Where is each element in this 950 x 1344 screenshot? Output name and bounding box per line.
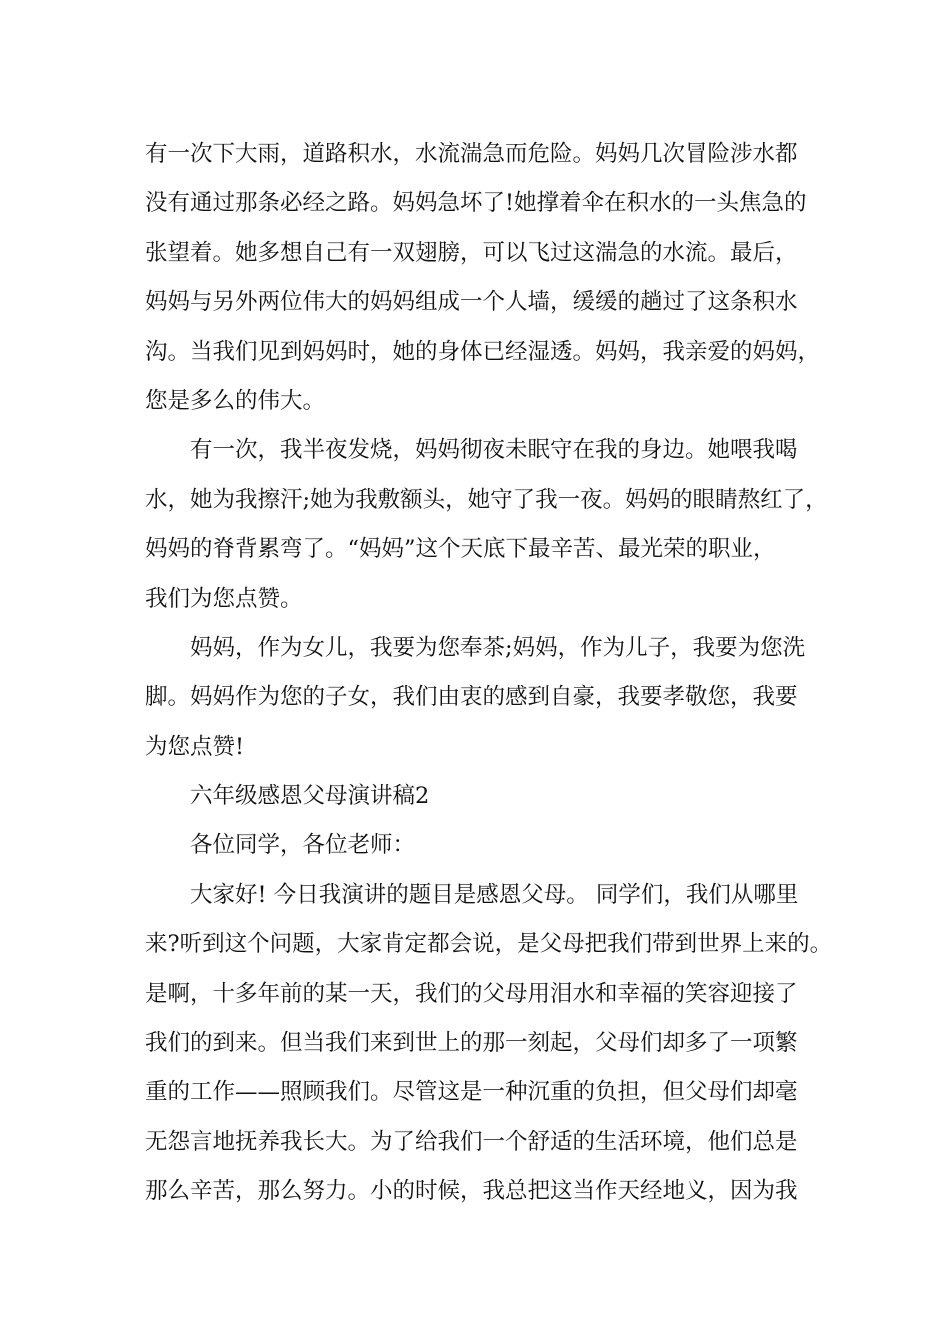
text-line: 我们的到来。但当我们来到世上的那一刻起，父母们却多了一项繁 — [145, 1030, 798, 1057]
text-line: 妈妈的脊背累弯了。“妈妈”这个天底下最辛苦、最光荣的职业， — [145, 536, 776, 563]
text-line: 有一次下大雨，道路积水，水流湍急而危险。妈妈几次冒险涉水都 — [145, 141, 798, 167]
text-line: 妈妈与另外两位伟大的妈妈组成一个人墙，缓缓的趟过了这条积水 — [145, 289, 798, 316]
text-line: 六年级感恩父母演讲稿2 — [190, 783, 430, 810]
text-line: 无怨言地抚养我长大。为了给我们一个舒适的生活环境，他们总是 — [145, 1128, 798, 1155]
text-line: 大家好! 今日我演讲的题目是感恩父母。 同学们，我们从哪里 — [190, 881, 799, 908]
text-line: 各位同学，各位老师： — [190, 832, 416, 859]
text-line: 妈妈，作为女儿，我要为您奉茶;妈妈，作为儿子，我要为您洗 — [190, 634, 806, 661]
text-line: 张望着。她多想自己有一双翅膀，可以飞过这湍急的水流。最后， — [145, 239, 798, 266]
text-line: 那么辛苦，那么努力。小的时候，我总把这当作天经地义，因为我 — [145, 1178, 798, 1205]
text-line: 沟。当我们见到妈妈时，她的身体已经湿透。妈妈，我亲爱的妈妈， — [145, 338, 821, 365]
document-body — [145, 130, 833, 1217]
text-line: 没有通过那条必经之路。妈妈急坏了!她撑着伞在积水的一头焦急的 — [145, 190, 807, 217]
text-line: 您是多么的伟大。 — [145, 387, 326, 414]
text-line: 重的工作——照顾我们。尽管这是一种沉重的负担，但父母们却毫 — [145, 1079, 798, 1106]
text-line: 水，她为我擦汗;她为我敷额头，她守了我一夜。妈妈的眼睛熬红了， — [145, 486, 828, 513]
text-line: 为您点赞! — [145, 733, 245, 760]
text-line: 有一次，我半夜发烧，妈妈彻夜未眠守在我的身边。她喂我喝 — [190, 437, 798, 464]
text-line: 脚。妈妈作为您的子女，我们由衷的感到自豪，我要孝敬您，我要 — [145, 684, 798, 711]
text-line: 是啊，十多年前的某一天，我们的父母用泪水和幸福的笑容迎接了 — [145, 980, 798, 1007]
text-line: 来?听到这个问题，大家肯定都会说，是父母把我们带到世界上来的。 — [145, 931, 833, 958]
text-line: 我们为您点赞。 — [145, 585, 303, 612]
